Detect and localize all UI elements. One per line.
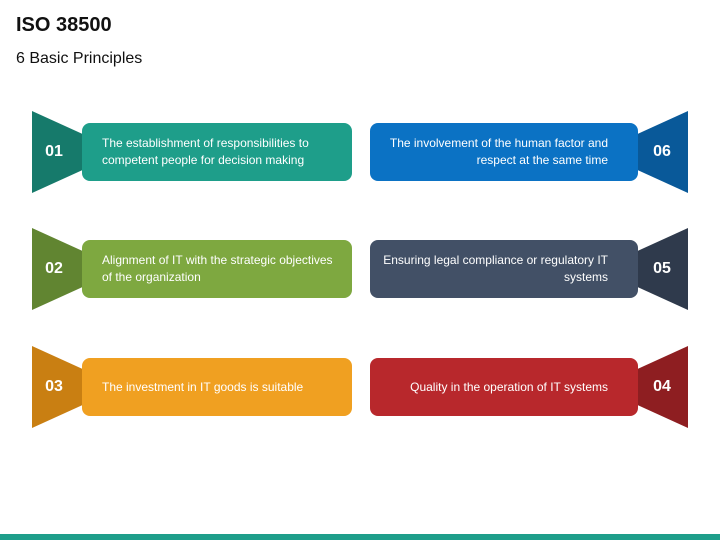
principle-01-number: 01 [45, 143, 63, 160]
principle-02 [32, 228, 362, 310]
principle-05-number: 05 [653, 260, 671, 277]
bottom-accent-bar [0, 534, 720, 540]
principle-06-text: The involvement of the human factor and respect at the same time [389, 136, 608, 167]
principle-06-number: 06 [653, 143, 671, 160]
principle-03-number: 03 [45, 378, 63, 395]
principle-05-text: Ensuring legal compliance or regulatory IT systems [383, 253, 608, 284]
principle-04-number: 04 [653, 378, 671, 395]
page-subtitle: 6 Basic Principles [16, 50, 143, 67]
principle-04 [358, 346, 688, 428]
page-title: ISO 38500 [16, 14, 112, 36]
principle-01-text: The establishment of responsibilities to competent people for decision making [102, 136, 309, 167]
principle-02-number: 02 [45, 260, 63, 277]
principle-06 [358, 111, 688, 193]
principle-03-text: The investment in IT goods is suitable [102, 379, 304, 394]
principle-03 [32, 346, 362, 428]
principle-04-text: Quality in the operation of IT systems [410, 379, 608, 394]
principle-05 [358, 228, 688, 310]
principle-02-text: Alignment of IT with the strategic objectives of the organization [102, 253, 333, 284]
principle-01 [32, 111, 362, 193]
